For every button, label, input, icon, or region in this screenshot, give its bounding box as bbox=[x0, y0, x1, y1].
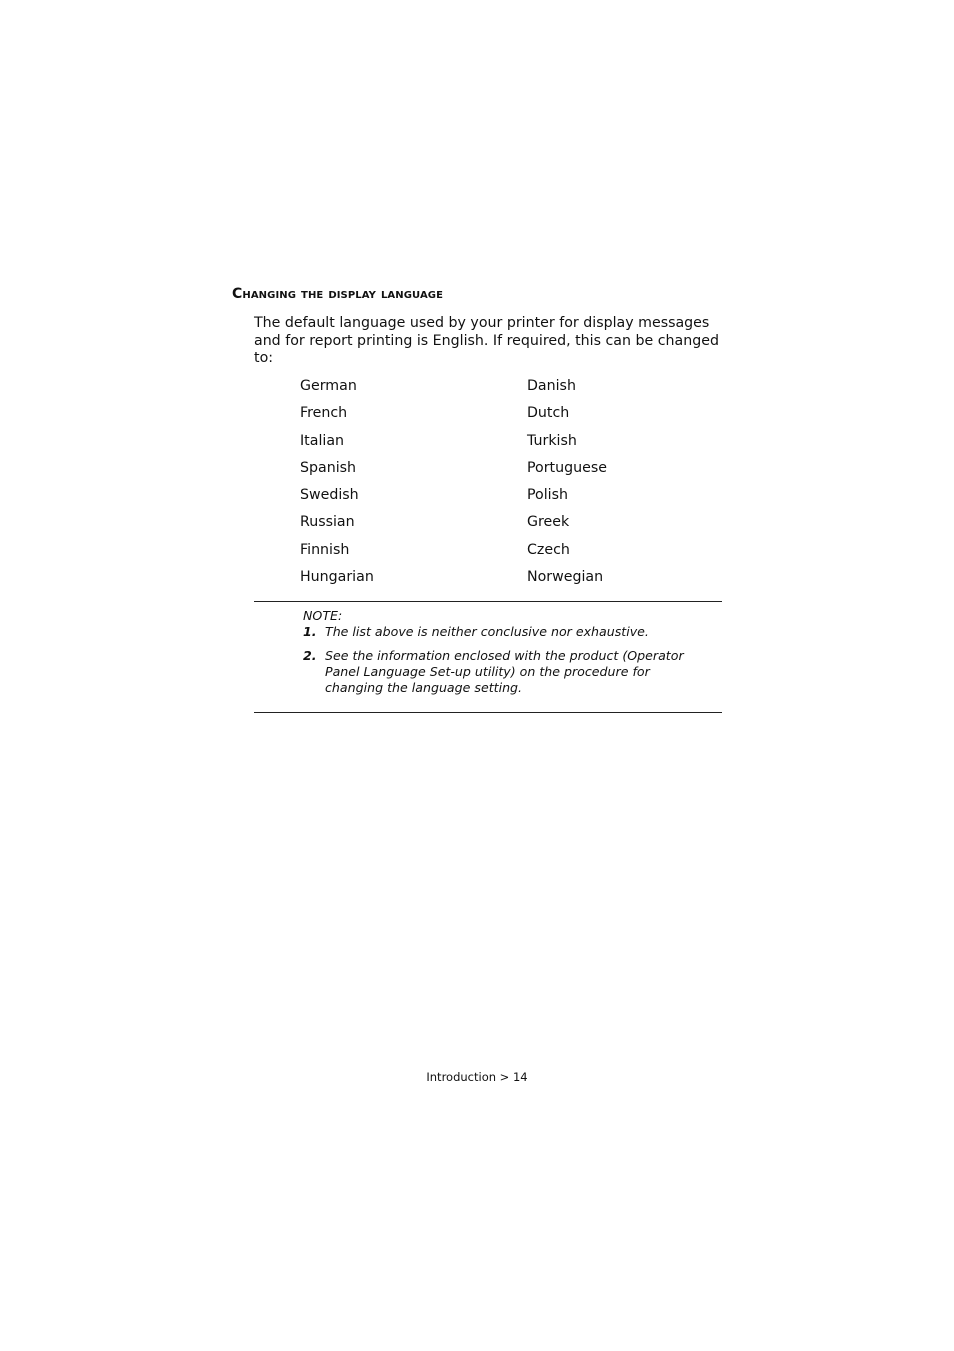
language-item: Greek bbox=[527, 514, 570, 531]
note-bottom-divider bbox=[254, 712, 722, 713]
note-item-number: 1. bbox=[303, 624, 317, 639]
note-box bbox=[303, 608, 703, 696]
language-item: Russian bbox=[300, 514, 355, 531]
note-label: NOTE: bbox=[303, 608, 343, 623]
language-item: Swedish bbox=[300, 487, 359, 504]
note-item bbox=[303, 648, 703, 696]
language-item: French bbox=[300, 405, 348, 422]
intro-paragraph: The default language used by your printer for display messages and for report printing is English. If required, this can be changed to: bbox=[254, 315, 719, 366]
language-item: Turkish bbox=[527, 432, 577, 449]
language-item: Spanish bbox=[300, 459, 357, 476]
language-item: Dutch bbox=[527, 405, 570, 422]
language-item: Danish bbox=[527, 378, 576, 394]
note-top-divider bbox=[254, 601, 722, 602]
note-item-text: The list above is neither conclusive nor exhaustive. bbox=[325, 624, 649, 639]
language-item: Hungarian bbox=[300, 569, 374, 586]
note-item-text: See the information enclosed with the product (Operator Panel Language Set-up utility) on the procedure for changing the language setting. bbox=[325, 648, 684, 695]
note-item bbox=[303, 624, 703, 640]
language-item: Italian bbox=[300, 432, 345, 449]
note-item-number: 2. bbox=[303, 648, 317, 663]
language-item: Czech bbox=[527, 541, 570, 558]
section-heading: Changing the display language bbox=[232, 286, 444, 302]
language-item: German bbox=[300, 378, 357, 394]
language-list bbox=[300, 376, 680, 594]
page-footer: Introduction > 14 bbox=[426, 1070, 528, 1084]
language-item: Finnish bbox=[300, 541, 350, 558]
language-item: Norwegian bbox=[527, 569, 604, 586]
language-item: Polish bbox=[527, 487, 568, 504]
language-item: Portuguese bbox=[527, 459, 607, 476]
